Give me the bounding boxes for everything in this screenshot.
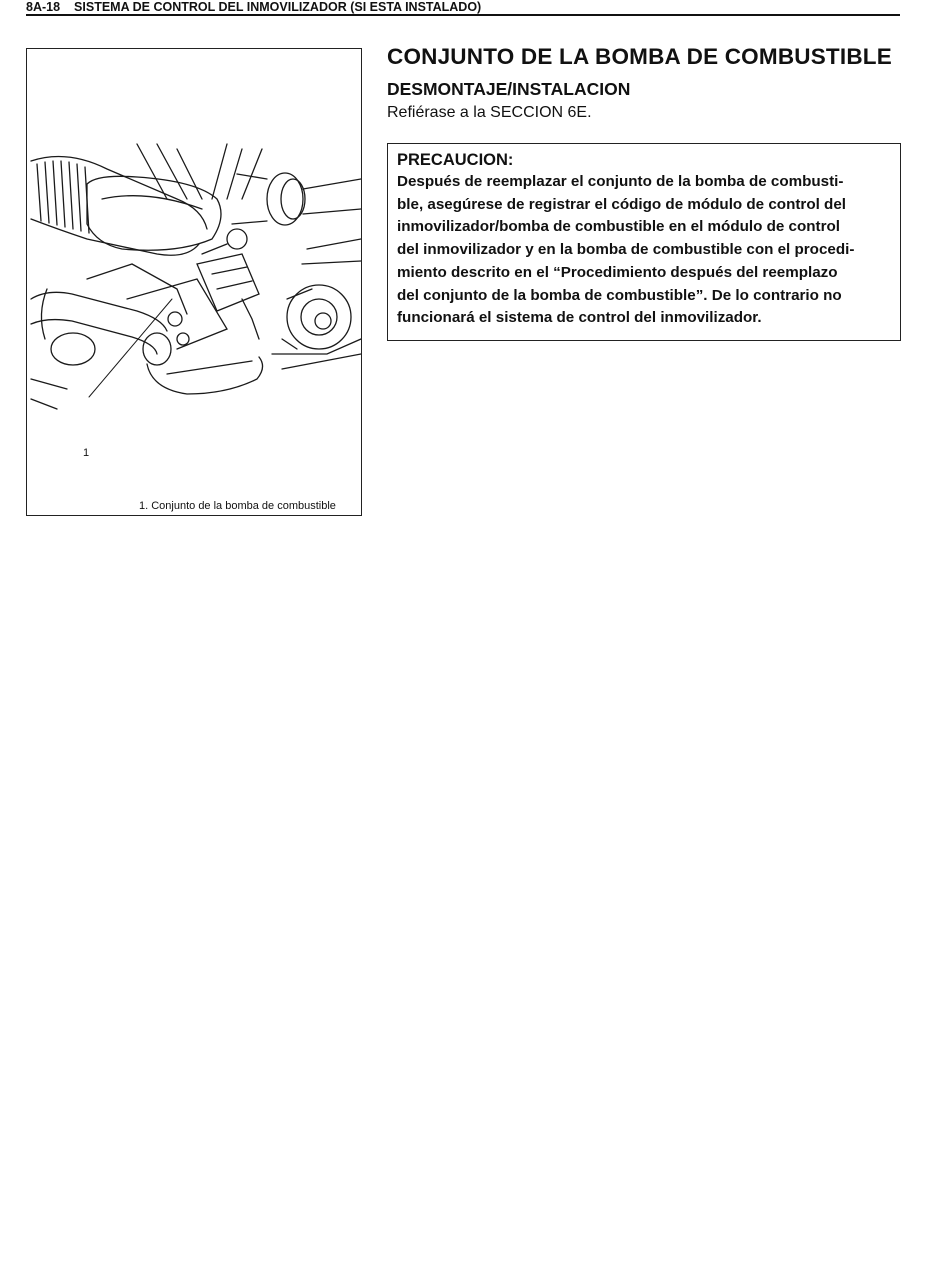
figure-caption: 1. Conjunto de la bomba de combustible [139,500,336,512]
caution-line: del conjunto de la bomba de combustible”. De lo contrario no [397,286,842,304]
figure-box [26,48,362,516]
section-title: CONJUNTO DE LA BOMBA DE COMBUSTIBLE [387,44,892,69]
caution-line: Después de reemplazar el conjunto de la bomba de combusti- [397,173,844,190]
caution-title: PRECAUCION: [397,151,514,169]
caution-line: funcionará el sistema de control del inmovilizador. [397,309,762,327]
caution-line: miento descrito en el “Procedimiento después del reemplazo [397,263,838,281]
procedure-subtitle: DESMONTAJE/INSTALACION [387,79,631,99]
caution-line: del inmovilizador y en la bomba de combustible con el procedi- [397,241,855,259]
caution-box [387,143,901,341]
page-header [26,0,900,16]
reference-text: Refiérase a la SECCION 6E. [387,104,592,121]
caution-line: ble, asegúrese de registrar el código de módulo de control del [397,195,846,213]
engine-illustration [27,49,361,489]
header-section-title: SISTEMA DE CONTROL DEL INMOVILIZADOR (SI ESTA INSTALADO) [74,0,482,14]
page-number: 8A-18 [26,0,61,14]
caution-line: inmovilizador/bomba de combustible en el módulo de control [397,218,841,236]
callout-number: 1 [83,447,90,459]
